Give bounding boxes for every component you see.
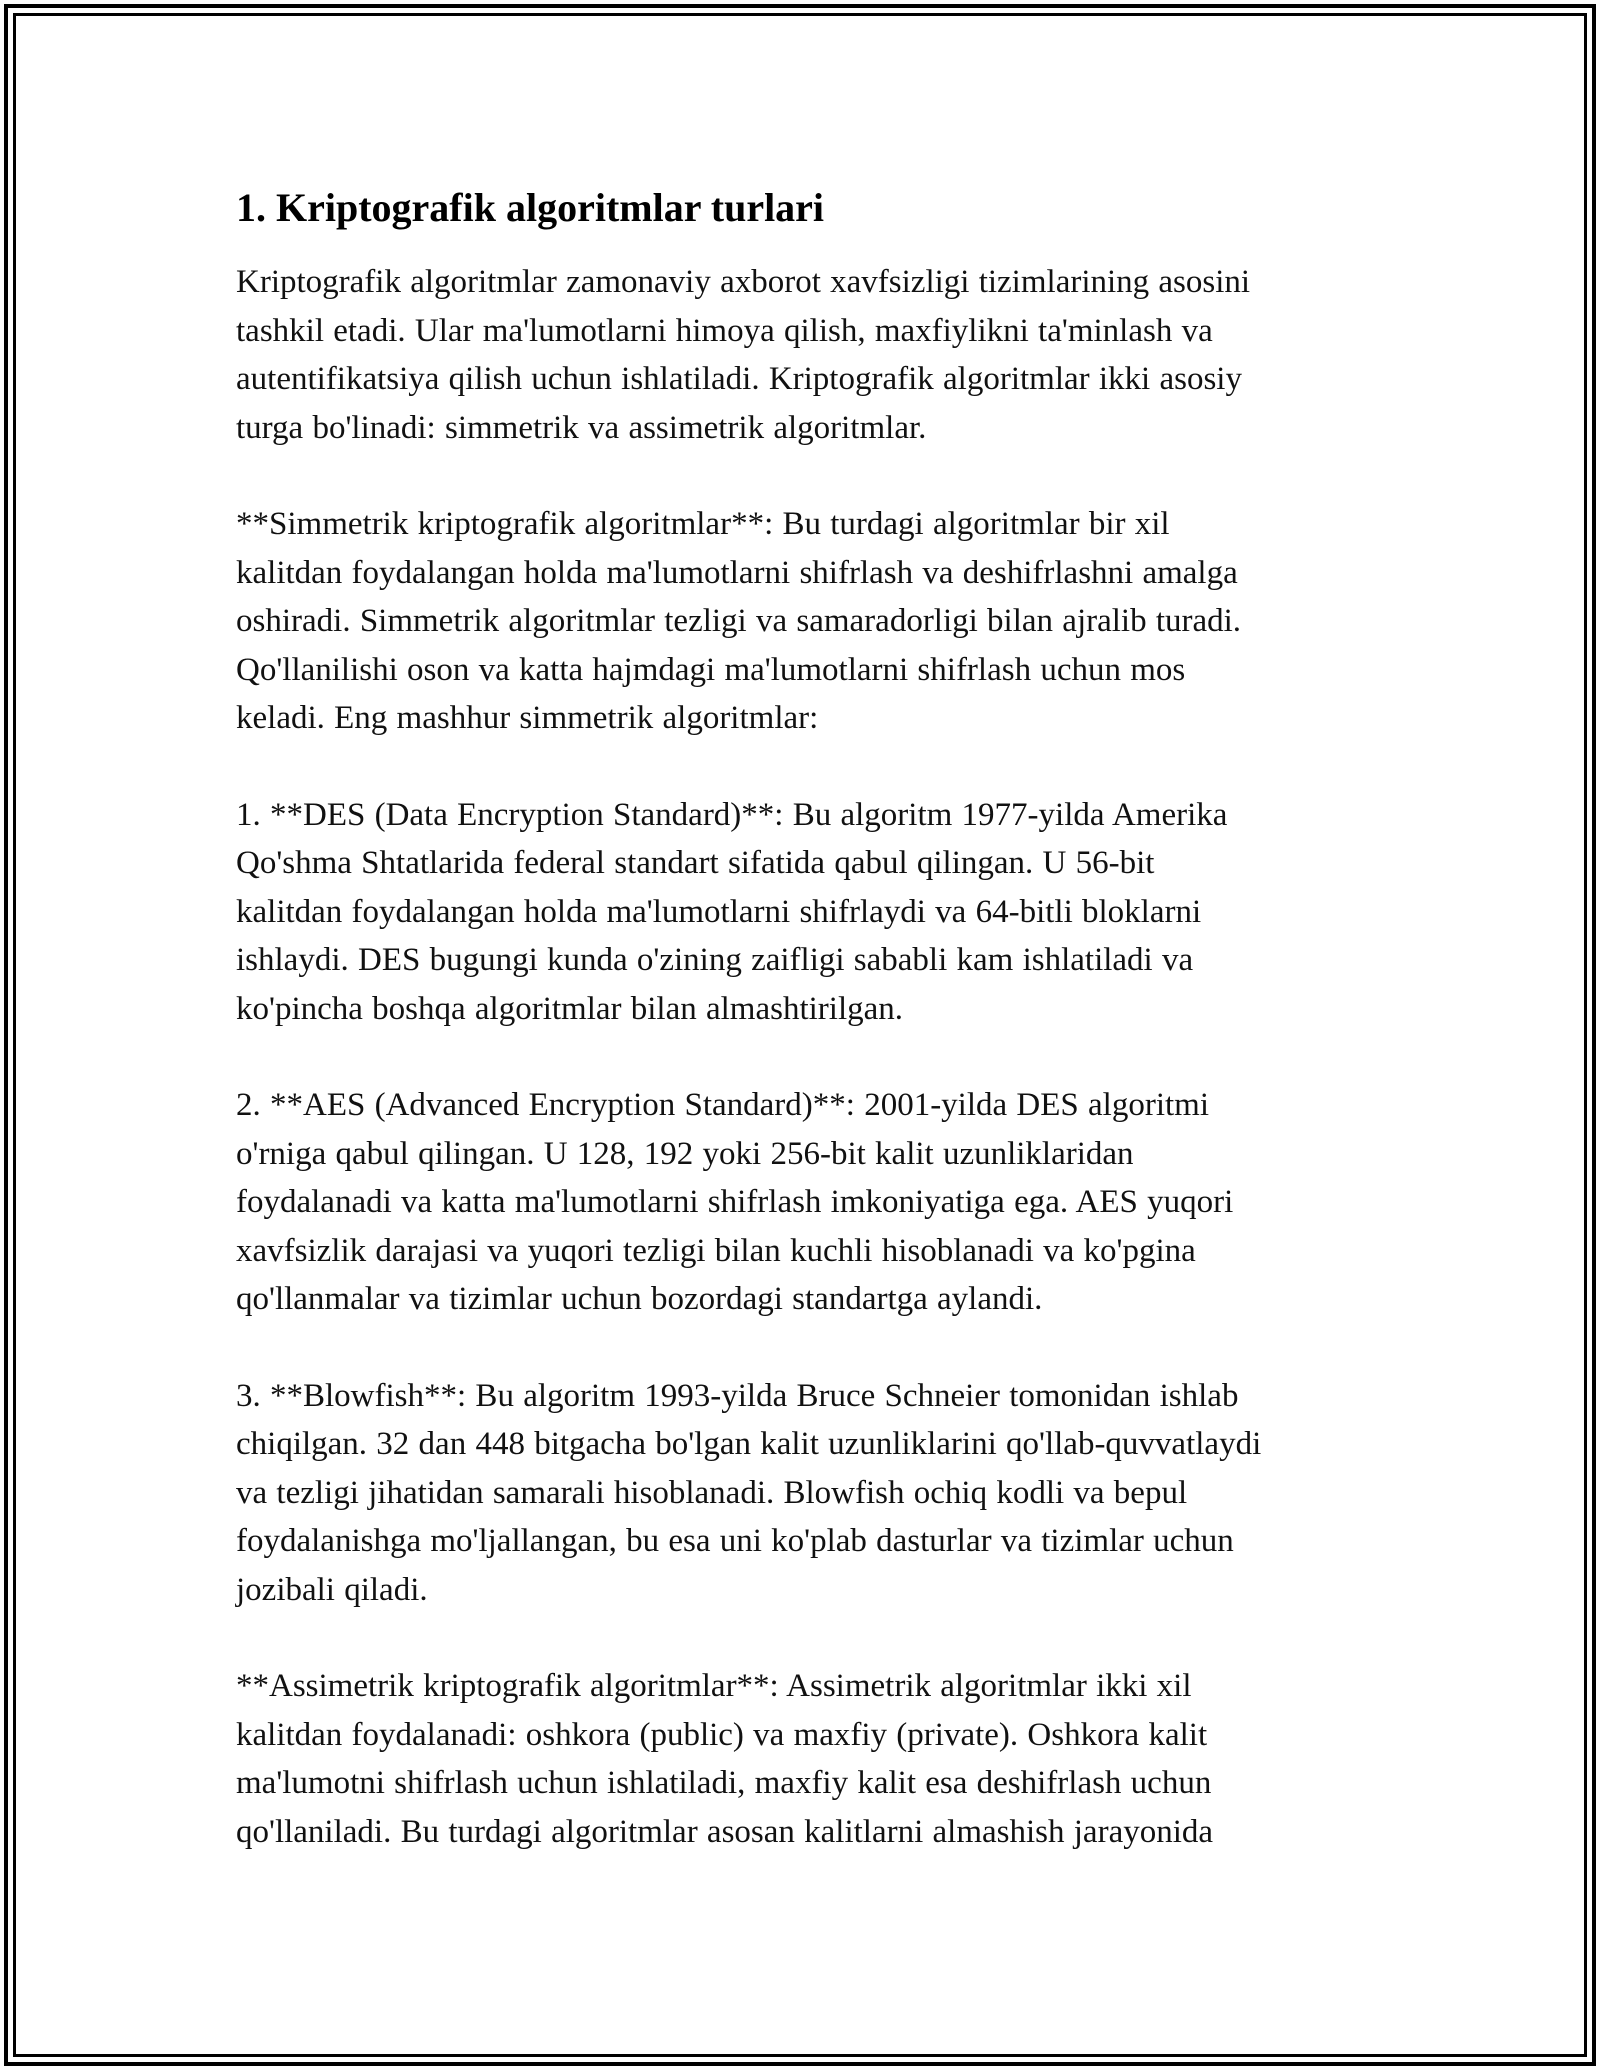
intro-paragraph: Kriptografik algoritmlar zamonaviy axborot xavfsizligi tizimlarining asosini tashkil etadi. Ular ma'lumotlarni himoya qilish, maxfiylikni ta'minlash va autentifikatsiya qilish uchun ishlatiladi. Kriptografik algoritmlar ikki asosiy turga bo'linadi: simmetrik va assimetrik algoritmlar. (236, 264, 1251, 446)
document-body (236, 180, 1376, 1904)
des-paragraph: 1. **DES (Data Encryption Standard)**: Bu algoritm 1977-yilda Amerika Qo'shma Shtatlarida federal standart sifatida qabul qilingan. U 56-bit kalitdan foydalangan holda ma'lumotlarni shifrlaydi va 64-bitli bloklarni ishlaydi. DES bugungi kunda o'zining zaifligi sababli kam ishlatiladi va ko'pincha boshqa algoritmlar bilan almashtirilgan. (236, 796, 1228, 1027)
blowfish-paragraph: 3. **Blowfish**: Bu algoritm 1993-yilda Bruce Schneier tomonidan ishlab chiqilgan. 32 dan 448 bitgacha bo'lgan kalit uzunliklarini qo'llab-quvvatlaydi va tezligi jihatidan samarali hisoblanadi. Blowfish ochiq kodli va bepul foydalanishga mo'ljallangan, bu esa uni ko'plab dasturlar va tizimlar uchun jozibali qiladi. (236, 1377, 1262, 1608)
asymmetric-paragraph: **Assimetrik kriptografik algoritmlar**: Assimetrik algoritmlar ikki xil kalitdan foydalanadi: oshkora (public) va maxfiy (private). Oshkora kalit ma'lumotni shifrlash uchun ishlatiladi, maxfiy kalit esa deshifrlash uchun qo'llaniladi. Bu turdagi algoritmlar asosan kalitlarni almashish jarayonida (236, 1668, 1214, 1850)
symmetric-paragraph: **Simmetrik kriptografik algoritmlar**: Bu turdagi algoritmlar bir xil kalitdan foydalangan holda ma'lumotlarni shifrlash va deshifrlashni amalga oshiradi. Simmetrik algoritmlar tezligi va samaradorligi bilan ajralib turadi. Qo'llanilishi oson va katta hajmdagi ma'lumotlarni shifrlash uchun mos keladi. Eng mashhur simmetrik algoritmlar: (236, 506, 1242, 736)
aes-paragraph: 2. **AES (Advanced Encryption Standard)**: 2001-yilda DES algoritmi o'rniga qabul qilingan. U 128, 192 yoki 256-bit kalit uzunliklaridan foydalanadi va katta ma'lumotlarni shifrlash imkoniyatiga ega. AES yuqori xavfsizlik darajasi va yuqori tezligi bilan kuchli hisoblanadi va ko'pgina qo'llanmalar va tizimlar uchun bozordagi standartga aylandi. (236, 1087, 1234, 1317)
section-heading: 1. Kriptografik algoritmlar turlari (236, 185, 825, 230)
